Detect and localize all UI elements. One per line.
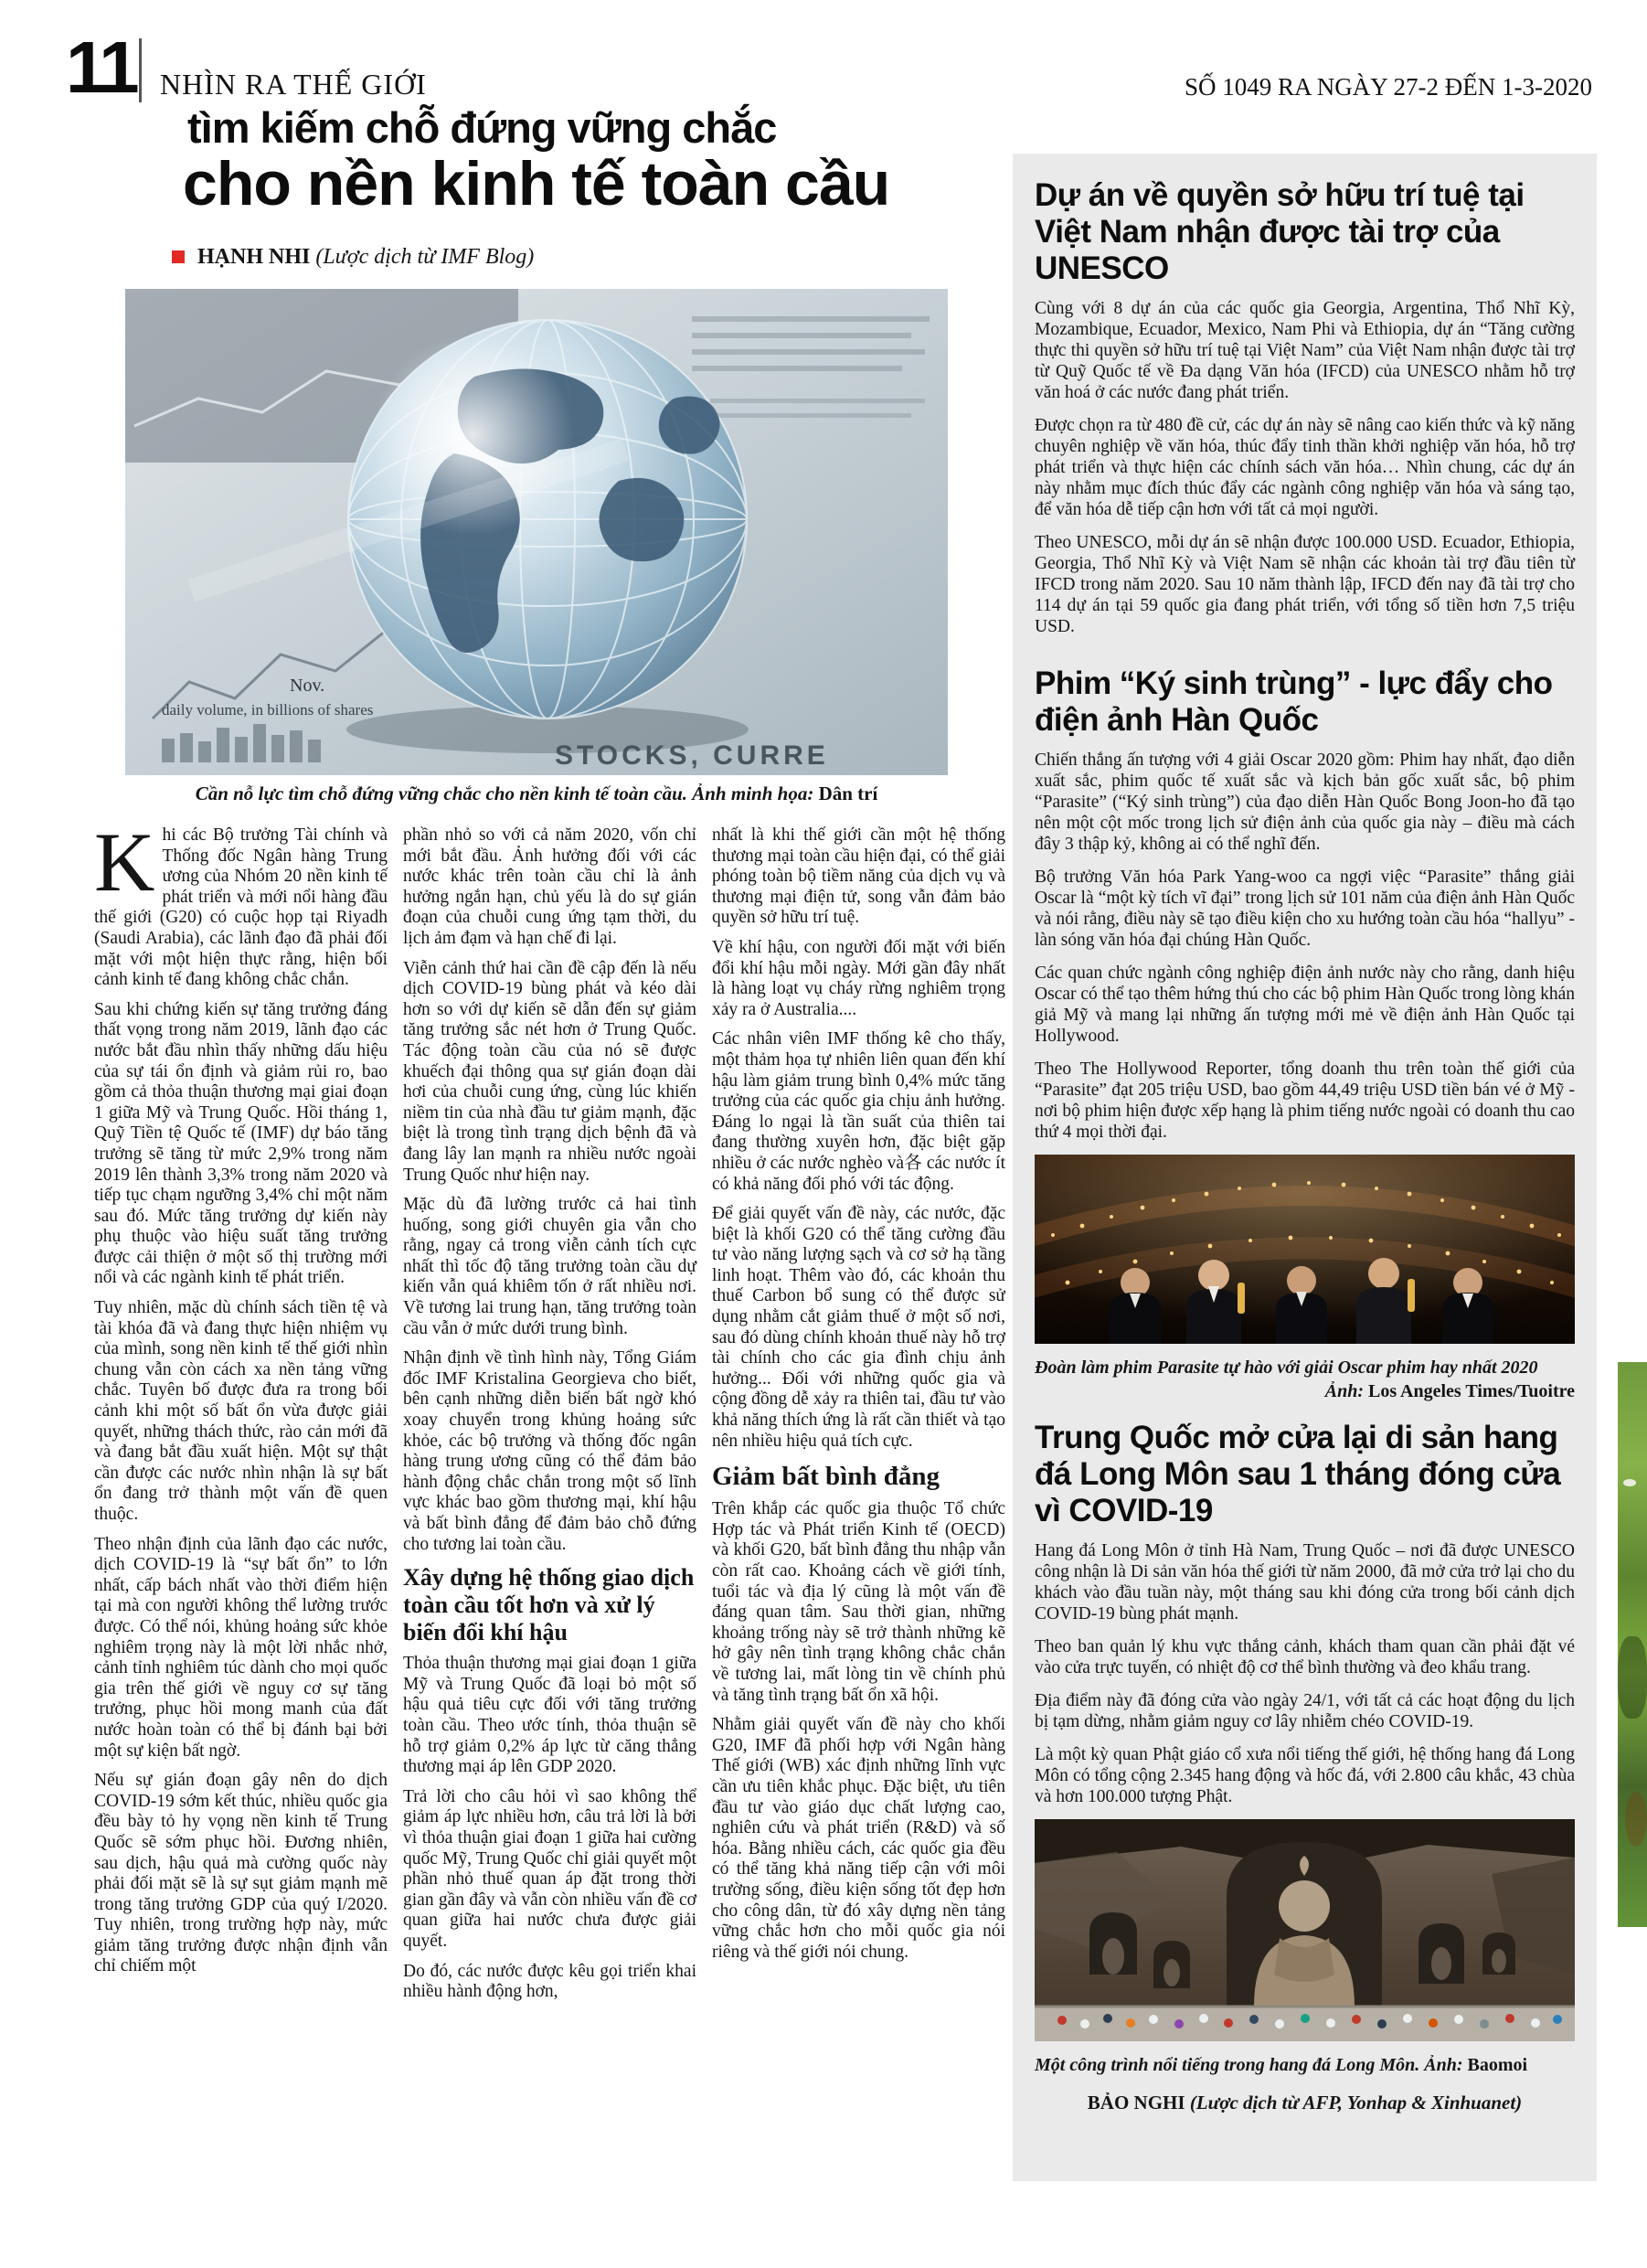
parasite-photo-illustration: [1035, 1155, 1575, 1344]
paragraph: Là một kỳ quan Phật giáo cổ xưa nổi tiếng thế giới, hệ thống hang đá Long Môn có tổng cộng 2.345 hang động và hốc đá, với 2.800 câu khắc, 43 chùa và hơn 100.000 tượng Phật.: [1035, 1745, 1575, 1806]
caption-text: Cần nỗ lực tìm chỗ đứng vững chắc cho nền kinh tế toàn cầu. Ảnh minh họa:: [195, 783, 819, 804]
issue-date: SỐ 1049 RA NGÀY 27-2 ĐẾN 1-3-2020: [1185, 73, 1592, 101]
paragraph: Các quan chức ngành công nghiệp điện ảnh nước này cho rằng, danh hiệu Oscar có thể tạo thêm hứng thú cho các bộ phim Hàn Quốc trong lòng khán giả Mỹ và mang lại những ấn tượng mới mẻ về điện ảnh Hàn Quốc tại Hollywood.: [1035, 964, 1575, 1046]
section-title: NHÌN RA THẾ GIỚI: [160, 68, 427, 101]
photo-label-month: Nov.: [290, 676, 325, 696]
sidebar-article2-heading: Phim “Ký sinh trùng” - lực đẩy cho điện ảnh Hàn Quốc: [1035, 665, 1553, 738]
paragraph: Theo UNESCO, mỗi dự án sẽ nhận được 100.000 USD. Ecuador, Ethiopia, Georgia, Thổ Nhĩ Kỳ và Việt Nam sẽ nhận các khoản tài trợ đầu tiên từ IFCD trong năm 2020. Sau 10 năm thành lập, IFCD đến nay đã tài trợ cho 114 dự án tại 59 quốc gia đang phát triển, với tổng số tiền hơn 7,5 triệu USD.: [1035, 533, 1575, 636]
drop-cap: K: [94, 825, 155, 909]
paragraph: Chiến thắng ấn tượng với 4 giải Oscar 2020 gồm: Phim hay nhất, đạo diễn xuất sắc, phim quốc tế xuất sắc và kịch bản gốc xuất sắc, bộ phim “Parasite” (“Ký sinh trùng”) của đạo diễn Hàn Quốc Bong Joon-ho đã tạo nên một cột mốc trong lịch sử điện ảnh của quốc gia này – điều mà cách đây 3 thập kỷ, không ai có thể nghĩ đến.: [1035, 751, 1575, 854]
paragraph: Hang đá Long Môn ở tỉnh Hà Nam, Trung Quốc – nơi đã được UNESCO công nhận là Di sản văn hóa thế giới từ năm 2000, đã mở cửa trở lại cho du khách vào đầu tuần này, một tháng sau khi đóng cửa trong bối cảnh dịch COVID-19 bùng phát mạnh.: [1035, 1541, 1575, 1624]
paragraph: Viễn cảnh thứ hai cần đề cập đến là nếu dịch COVID-19 bùng phát và kéo dài hơn so với dự kiến sẽ dẫn đến sự giảm tăng trưởng sắc nét hơn ở Trung Quốc. Tác động toàn cầu của nó sẽ được khuếch đại thông qua sự gián đoạn dài hơi của chuỗi cung ứng, cùng lúc khiến niềm tin của nhà đầu tư giảm mạnh, đặc biệt là trong tình trạng dịch bệnh đã và đang lây lan mạnh ra nhiều nước ngoài Trung Quốc như hiện nay.: [403, 958, 696, 1185]
bird-shape: [1623, 1479, 1636, 1486]
page-edge-nature-photo-strip: [1618, 1362, 1647, 1927]
sidebar-panel: [1013, 154, 1597, 2181]
paragraph: Theo ban quản lý khu vực thắng cảnh, khách tham quan cần phải đặt vé vào cửa trực tuyến, có nhiệt độ cơ thể bình thường và đeo khẩu trang.: [1035, 1637, 1575, 1677]
article-column-3: [712, 825, 1005, 2252]
author-note: (Lược dịch từ IMF Blog): [315, 245, 535, 269]
paragraph: Thỏa thuận thương mại giai đoạn 1 giữa Mỹ và Trung Quốc đã loại bỏ một số hậu quả tiêu cực đối với tăng trưởng toàn cầu. Theo ước tính, thỏa thuận sẽ hỗ trợ giảm 0,2% áp lực từ căng thẳng thương mại áp lên GDP 2020.: [403, 1654, 696, 1777]
foliage-shadow: [1625, 1792, 1647, 1847]
spacer: [1035, 649, 1575, 665]
paragraph: Sau khi chứng kiến sự tăng trưởng đáng thất vọng trong năm 2019, lãnh đạo các nước bắt đầu nhìn thấy những dấu hiệu của sự tái ổn định và giảm rủi ro, bao gồm cả thỏa thuận thương mại giai đoạn 1 giữa Mỹ và Trung Quốc. Hồi tháng 1, Quỹ Tiền tệ Quốc tế (IMF) dự báo tăng trưởng sẽ tăng từ mức 2,9% trong năm 2019 lên thành 3,3% trong năm 2020 và tiếp tục chạm ngưỡng 3,4% chỉ một năm sau đó. Mức tăng trưởng dự kiến này phụ thuộc vào hiệu suất tăng trưởng được cải thiện ở một số thị trường mới nổi và các ngành kinh tế phát triển.: [94, 999, 388, 1288]
parasite-photo-credit: [1035, 1379, 1575, 1403]
longmen-photo-caption: [1035, 2053, 1575, 2077]
parasite-oscar-photo: [1035, 1155, 1575, 1348]
paragraph: Cùng với 8 dự án của các quốc gia Georgia, Argentina, Thổ Nhĩ Kỳ, Mozambique, Ecuador, Mexico, Nam Phi và Ethiopia, dự án “Tăng cường thực thi quyền sở hữu trí tuệ tại Việt Nam” của Việt Nam nhận được tài trợ từ Quỹ Quốc tế về Đa dạng Văn hóa (IFCD) của UNESCO nhằm hỗ trợ văn hoá ở các nước đang phát triển.: [1035, 299, 1575, 402]
article-body-columns: [94, 825, 1005, 2252]
paragraph: Nếu sự gián đoạn gây nên do dịch COVID-19 sớm kết thúc, nhiều quốc gia đều bày tỏ hy vọng nền kinh tế Trung Quốc sẽ sớm phục hồi. Đương nhiên, sau dịch, hậu quả mà cường quốc này phải đối mặt sẽ là sự sụt giảm mạnh mẽ trong tăng trưởng GDP của quý I/2020. Tuy nhiên, trong trường hợp này, mức giảm tăng trưởng được nhận định vẫn chỉ chiếm một: [94, 1771, 388, 1976]
credit-text: Los Angeles Times/Tuoitre: [1368, 1381, 1575, 1401]
paragraph: Do đó, các nước được kêu gọi triển khai nhiều hành động hơn,: [403, 1961, 696, 2002]
paragraph: Nhằm giải quyết vấn đề này cho khối G20, IMF đã phối hợp với Ngân hàng Thế giới (WB) xác định những lĩnh vực cần ưu tiên khắc phục. Đặc biệt, ưu tiên đầu tư vào giáo dục chất lượng cao, nghiên cứu và phát triển (R&D) và số hóa. Bằng nhiều cách, các quốc gia đều có thể tăng khả năng tiếp cận với môi trường sống, điều kiện sống tốt đẹp hơn cho công dân, từ đó xây dựng nền tảng vững chắc hơn cho mỗi quốc gia nói riêng và thế giới nói chung.: [712, 1715, 1005, 1962]
main-article-title-line2: cho nền kinh tế toàn cầu: [183, 149, 890, 218]
paragraph: Tuy nhiên, mặc dù chính sách tiền tệ và tài khóa đã và đang thực hiện nhiệm vụ của mình, song nền kinh tế thế giới nhìn chung vẫn còn cách xa nền tảng vững chắc. Tuyên bố được đưa ra trong bối cảnh khi một số bất ổn vừa được giải quyết, những thách thức, rào cản mới đã và đang bắt đầu xuất hiện. Một sự thật cần được các nước nhìn nhận là sự bất ổn đang trở thành một vấn đề quen thuộc.: [94, 1298, 388, 1524]
paragraph: Theo The Hollywood Reporter, tổng doanh thu trên toàn thế giới của “Parasite” đạt 205 triệu USD, bao gồm 44,49 triệu USD tiền bán vé ở Mỹ - nơi bộ phim hiện được xếp hạng là phim tiếng nước ngoài có doanh thu cao thứ 4 mọi thời đại.: [1035, 1059, 1575, 1142]
paragraph: Trả lời cho câu hỏi vì sao không thể giảm áp lực nhiều hơn, câu trả lời là bởi vì thỏa thuận giai đoạn 1 giữa hai cường quốc Mỹ, Trung Quốc chỉ giải quyết một phần nhỏ thuế quan áp đặt trong thời gian gần đây và vẫn còn nhiều vấn đề cơ quan giữa hai nước chưa được giải quyết.: [403, 1786, 696, 1951]
caption-text: Một công trình nổi tiếng trong hang đá Long Môn.: [1035, 2055, 1425, 2075]
paragraph: Để giải quyết vấn đề này, các nước, đặc biệt là khối G20 có thể tăng cường đầu tư vào năng lượng sạch và cơ sở hạ tầng linh hoạt. Thêm vào đó, các khoản thu thuế Carbon bổ sung có thể được sử dụng nhằm cắt giảm thuế ở một số nơi, sau đó dùng chính khoản thuế này hỗ trợ tài chính cho các gia đình chịu ảnh hưởng... Đối với những quốc gia và cộng đồng dễ xảy ra thiên tai, đầu tư vào khả năng thích ứng là rất cần thiết và tạo nên nhiều hiệu quả tích cực.: [712, 1204, 1005, 1451]
globe-photo-illustration: [125, 289, 948, 775]
paragraph-text: hi các Bộ trưởng Tài chính và Thống đốc Ngân hàng Trung ương của Nhóm 20 nền kinh tế phát triển và mới nổi hàng đầu thế giới (G20) có cuộc họp tại Riyadh (Saudi Arabia), các lãnh đạo đã phải đối mặt với một hiện thực rằng, hiện bối cảnh kinh tế đang không chắc chắn.: [94, 825, 388, 990]
credit-text: Baomoi: [1467, 2055, 1528, 2075]
credit-label: Ảnh:: [1324, 1381, 1369, 1401]
credit-label: Ảnh:: [1424, 2055, 1468, 2075]
paragraph: Các nhân viên IMF thống kê cho thấy, một thảm họa tự nhiên liên quan đến khí hậu làm giảm trung bình 0,4% mức tăng trưởng của các quốc gia chịu ảnh hưởng. Đáng lo ngại là tần suất của thiên tai đang thường xuyên hơn, đặc biệt gặp nhiều ở các nước nghèo và各 các nước ít có khả năng đối phó với tác động.: [712, 1029, 1005, 1194]
main-article-title-line1: tìm kiếm chỗ đứng vững chắc: [187, 103, 777, 152]
paragraph: Trên khắp các quốc gia thuộc Tổ chức Hợp tác và Phát triển Kinh tế (OECD) và khối G20, bất bình đẳng thu nhập vẫn còn rất cao. Khoảng cách về giới tính, tuổi tác và địa lý cũng là một vấn đề đáng quan tâm. Sau thời gian, những khoảng trống này sẽ trở thành những kẽ hở gây nên tình trạng không chắc chắn về tương lai, mất lòng tin về chính phủ và tăng tình trạng bất ổn xã hội.: [712, 1499, 1005, 1705]
photo-label-ticker: STOCKS, CURRE: [555, 740, 829, 771]
paragraph: Bộ trưởng Văn hóa Park Yang-woo ca ngợi việc “Parasite” thắng giải Oscar là “một kỳ tích vĩ đại” trong lịch sử 101 năm của điện ảnh Hàn Quốc và nói rằng, điều này sẽ tạo điều kiện cho xu hướng toàn cầu hóa “hallyu” - làn sóng văn hóa đại chúng Hàn Quốc.: [1035, 868, 1575, 950]
byline-note: (Lược dịch từ AFP, Yonhap & Xinhuanet): [1189, 2092, 1523, 2114]
parasite-photo-caption: Đoàn làm phim Parasite tự hào với giải Oscar phim hay nhất 2020: [1035, 1358, 1538, 1378]
paragraph: Về khí hậu, con người đối mặt với biến đổi khí hậu mỗi ngày. Mới gần đây nhất là hàng loạt vụ cháy rừng nghiêm trọng xảy ra ở Australia....: [712, 937, 1005, 1019]
walkway: [1035, 2007, 1575, 2041]
photo-label-volume: daily volume, in billions of shares: [162, 701, 374, 719]
caption-credit: Dân trí: [818, 783, 878, 804]
paragraph: Địa điểm này đã đóng cửa vào ngày 24/1, với tất cả các hoạt động du lịch bị tạm dừng, nhằm giảm nguy cơ lây nhiễm chéo COVID-19.: [1035, 1691, 1575, 1731]
paragraph: nhất là khi thế giới cần một hệ thống thương mại toàn cầu hiện đại, có thể giải phóng toàn bộ tiềm năng của dịch vụ và thương mại điện tử, song vẫn đảm bảo quyền sở hữu trí tuệ.: [712, 825, 1005, 928]
page-number: 11: [66, 27, 136, 108]
sidebar-article3-heading: Trung Quốc mở cửa lại di sản hang đá Long Môn sau 1 tháng đóng cửa vì COVID-19: [1035, 1420, 1561, 1528]
longmen-grottoes-photo: [1035, 1819, 1575, 2046]
longmen-photo-illustration: [1035, 1819, 1575, 2041]
paragraph: phần nhỏ so với cả năm 2020, vốn chỉ mới bắt đầu. Ảnh hưởng đối với các nước khác trên toàn cầu chỉ là ảnh hưởng ngắn hạn, chủ yếu là do sự gián đoạn của chuỗi cung ứng tạm thời, du lịch ảm đạm và hạn chế đi lại.: [403, 825, 696, 948]
header-divider: [139, 38, 142, 102]
spacer: [1035, 1403, 1575, 1420]
main-photo-caption: [125, 783, 948, 805]
sidebar-article1-heading: Dự án về quyền sở hữu trí tuệ tại Việt Nam nhận được tài trợ của UNESCO: [1035, 177, 1525, 286]
paragraph: Nhận định về tình hình này, Tổng Giám đốc IMF Kristalina Georgieva cho biết, bên cạnh những diễn biến bất ngờ khó xoay chuyển trong khủng hoảng sức khỏe, các bộ trưởng và thống đốc ngân hàng trung ương cũng có thể đảm bảo hành động chắc chắn trong một số lĩnh vực khác bao gồm thương mại, khí hậu và bất bình đẳng để đảm bảo chỗ đứng cho tương lai toàn cầu.: [403, 1348, 696, 1554]
paragraph: Theo nhận định của lãnh đạo các nước, dịch COVID-19 là “sự bất ổn” to lớn nhất, cấp bách nhất vào thời điểm hiện tại mà con người không thể lường trước được. Có thể nói, khủng hoảng sức khỏe nghiêm trọng này là một lời nhắc nhở, cảnh tỉnh nghiêm túc dành cho mọi quốc gia trên thế giới về nguy cơ sự tăng trưởng, phục hồi mong manh của đất nước hoàn toàn có thể bị đánh bại bởi một sự kiện bất ngờ.: [94, 1534, 388, 1761]
paragraph: Được chọn ra từ 480 đề cử, các dự án này sẽ nâng cao kiến thức và kỹ năng chuyên nghiệp về văn hóa, thúc đẩy tinh thần khởi nghiệp văn hóa, hỗ trợ phát triển và thực hiện các chính sách văn hóa… Nhìn chung, các dự án này nhằm mục đích thúc đẩy các ngành công nghiệp văn hóa và sáng tạo, để văn hóa dễ tiếp cận hơn với tất cả mọi người.: [1035, 416, 1575, 519]
sidebar-byline: [1035, 2092, 1575, 2114]
subheading-trade-climate: Xây dựng hệ thống giao dịch toàn cầu tốt hơn và xử lý biến đổi khí hậu: [403, 1564, 695, 1646]
byline-bullet-square: [172, 250, 185, 263]
article-column-2: [403, 825, 696, 2252]
article-column-1: [94, 825, 388, 2252]
author-name: HẠNH NHI: [197, 245, 311, 269]
paragraph: Mặc dù đã lường trước cả hai tình huống, song giới chuyên gia vẫn cho rằng, ngay cả trong viễn cảnh tích cực nhất thì tốc độ tăng trưởng toàn cầu dự kiến vẫn quá khiêm tốn ở rất nhiều nơi. Về tương lai trung hạn, tăng trưởng toàn cầu vẫn ở mức dưới trung bình.: [403, 1195, 696, 1338]
main-article-byline: [172, 245, 534, 270]
globe-photo: [125, 289, 948, 775]
foliage-shadow: [1618, 1636, 1647, 1719]
byline-author: BẢO NGHI: [1087, 2092, 1190, 2114]
subheading-inequality: Giảm bất bình đẳng: [712, 1462, 940, 1492]
paragraph: [94, 825, 388, 991]
